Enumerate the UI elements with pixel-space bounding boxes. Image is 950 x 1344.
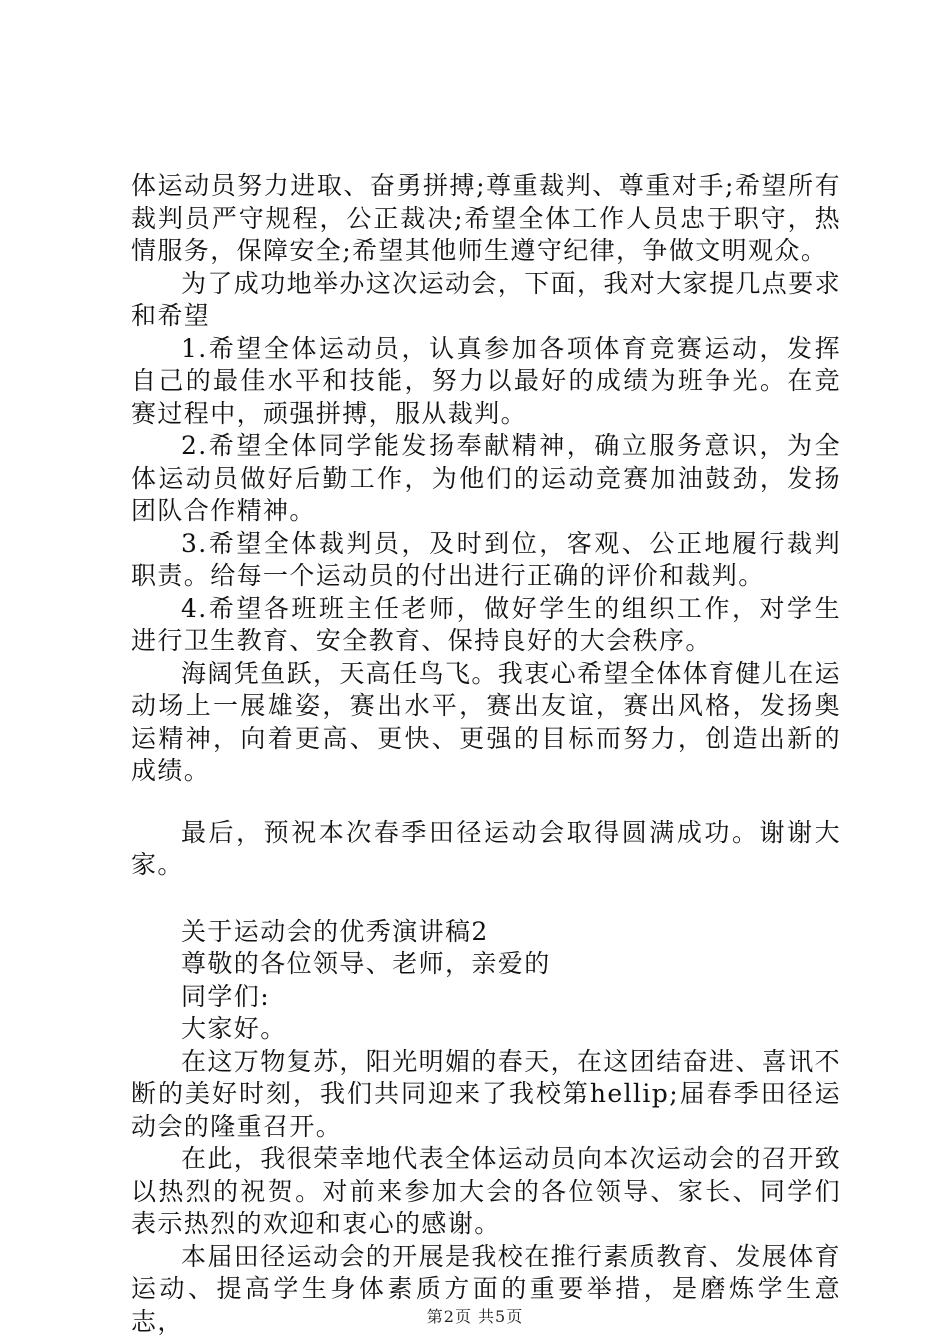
salutation-line-1: 尊敬的各位领导、老师，亲爱的 xyxy=(181,949,551,978)
paragraph-spring: 在这万物复苏，阳光明媚的春天，在这团结奋进、喜讯不断的美好时刻，我们共同迎来了我校第hellip;届春季田径运动会的隆重召开。 xyxy=(131,1046,842,1141)
section-title: 关于运动会的优秀演讲稿2 xyxy=(181,916,489,946)
salutation-line-2: 同学们: xyxy=(181,981,271,1011)
paragraph-item-1: 1.希望全体运动员，认真参加各项体育竞赛运动，发挥自己的最佳水平和技能，努力以最好的成绩为班争光。在竞赛过程中，顽强拼搏，服从裁判。 xyxy=(131,333,841,428)
paragraph-intro-requirements: 为了成功地举办这次运动会，下面，我对大家提几点要求和希望 xyxy=(131,268,842,330)
paragraph-significance: 本届田径运动会的开展是我校在推行素质教育、发展体育运动、提高学生身体素质方面的重要举措，是磨炼学生意志， xyxy=(131,1241,842,1336)
paragraph-item-3: 3.希望全体裁判员，及时到位，客观、公正地履行裁判职责。给每一个运动员的付出进行正确的评价和裁判。 xyxy=(131,528,841,590)
paragraph-congratulations: 在此，我很荣幸地代表全体运动员向本次运动会的召开致以热烈的祝贺。对前来参加大会的各位领导、家长、同学们表示热烈的欢迎和衷心的感谢。 xyxy=(131,1144,842,1238)
document-body xyxy=(131,170,841,1338)
greeting: 大家好。 xyxy=(181,1014,287,1043)
paragraph-item-2: 2.希望全体同学能发扬奉献精神，确立服务意识，为全体运动员做好后勤工作，为他们的运动竞赛加油鼓劲，发扬团队合作精神。 xyxy=(131,431,841,525)
page-number-footer: 第2页 共5页 xyxy=(426,1307,524,1326)
paragraph-item-4: 4.希望各班班主任老师，做好学生的组织工作，对学生进行卫生教育、安全教育、保持良好的大会秩序。 xyxy=(131,593,841,655)
paragraph-continued: 体运动员努力进取、奋勇拼搏;尊重裁判、尊重对手;希望所有裁判员严守规程，公正裁决;希望全体工作人员忠于职守，热情服务，保障安全;希望其他师生遵守纪律，争做文明观众。 xyxy=(131,171,841,265)
paragraph-wishes: 海阔凭鱼跃，天高任鸟飞。我衷心希望全体体育健儿在运动场上一展雄姿，赛出水平，赛出友谊，赛出风格，发扬奥运精神，向着更高、更快、更强的目标而努力，创造出新的成绩。 xyxy=(131,658,842,785)
paragraph-closing: 最后，预祝本次春季田径运动会取得圆满成功。谢谢大家。 xyxy=(131,817,841,879)
